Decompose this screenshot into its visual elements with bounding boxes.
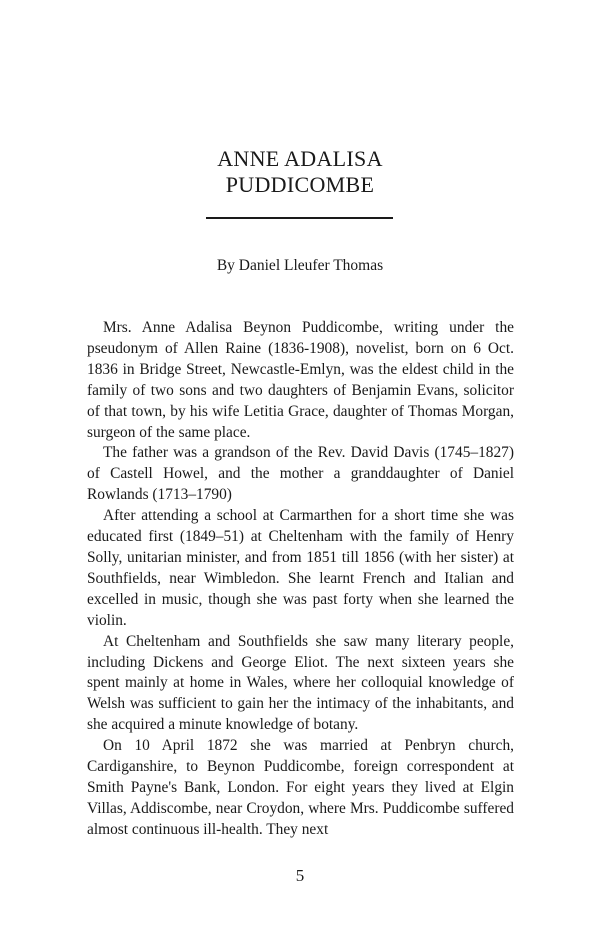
author-byline: By Daniel Lleufer Thomas xyxy=(216,257,384,274)
body-text xyxy=(87,318,514,841)
page-number: 5 xyxy=(295,866,305,885)
chapter-title xyxy=(0,146,600,198)
paragraph-2: The father was a grandson of the Rev. David Davis (1745–1827) of Castell Howel, and the mother a granddaughter of Daniel Rowlands (1713–1790) xyxy=(87,444,514,504)
paragraph-3: After attending a school at Carmarthen for a short time she was educated first (1849–51) at Cheltenham with the family of Henry Solly, unitarian minister, and from 1851 till 1856 (with her sister) at Southfields, near Wimbledon. She learnt French and Italian and excelled in music, though she was past forty when she learned the violin. xyxy=(87,507,514,629)
chapter-title-line-1: ANNE ADALISA xyxy=(217,146,383,171)
paragraph-1: Mrs. Anne Adalisa Beynon Puddicombe, writing under the pseudonym of Allen Raine (1836-1908), novelist, born on 6 Oct. 1836 in Bridge Street, Newcastle-Emlyn, was the eldest child in the family of two sons and two daughters of Benjamin Evans, solicitor of that town, by his wife Letitia Grace, daughter of Thomas Morgan, surgeon of the same place. xyxy=(87,319,514,441)
paragraph-4: At Cheltenham and Southfields she saw many literary people, including Dickens and George Eliot. The next sixteen years she spent mainly at home in Wales, where her colloquial knowledge of Welsh was sufficient to gain her the intimacy of the inhabitants, and she acquired a minute knowledge of botany. xyxy=(87,632,514,734)
title-divider xyxy=(206,217,393,219)
paragraph-5: On 10 April 1872 she was married at Penbryn church, Cardiganshire, to Beynon Puddicombe, foreign correspondent at Smith Payne's Bank, London. For eight years they lived at Elgin Villas, Addiscombe, near Croydon, where Mrs. Puddicombe suffered almost continuous ill-health. They next xyxy=(87,737,514,838)
chapter-title-line-2: PUDDICOMBE xyxy=(225,172,375,197)
